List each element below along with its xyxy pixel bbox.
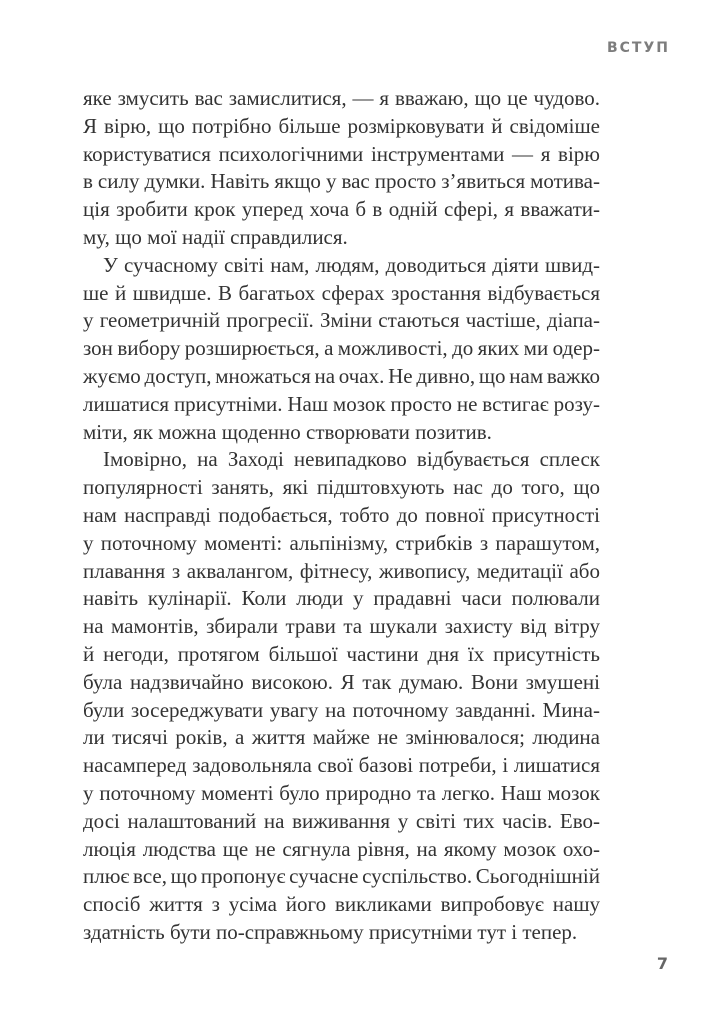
paragraph [83, 446, 600, 946]
text-line: нам насправді подобається, тобто до повної присутності [83, 502, 600, 527]
text-line: популярності занять, які підштовхують нас до того, що [83, 475, 600, 500]
text-line: лишатися присутніми. Наш мозок просто не встигає розу- [83, 391, 600, 416]
text-line: користуватися психологічними інструментами — я вірю [83, 141, 600, 166]
paragraph [83, 85, 600, 252]
text-line: Імовірно, на Заході невипадково відбувається сплеск [103, 447, 600, 472]
paragraph [83, 252, 600, 447]
text-line: плює все, що пропонує сучасне суспільство. Сьогоднішній [83, 864, 600, 889]
text-line: ція зробити крок уперед хоча б в одній сфері, я вважати- [83, 197, 600, 222]
text-line: в силу думки. Навіть якщо у вас просто з’явиться мотива- [83, 169, 600, 194]
text-line: ли тисячі років, а життя майже не змінювалося; людина [83, 725, 600, 750]
text-line: були зосереджувати увагу на поточному завданні. Мина- [83, 697, 600, 722]
body-text [83, 85, 600, 947]
text-line: люція людства ще не сягнула рівня, на якому мозок охо- [83, 836, 600, 861]
text-line: у геометричній прогресії. Зміни стаються частіше, діапа- [83, 308, 600, 333]
text-line: Я вірю, що потрібно більше розмірковувати й свідоміше [83, 113, 600, 138]
text-line: на мамонтів, збирали трави та шукали захисту від вітру [83, 614, 600, 639]
text-line: й негоди, протягом більшої частини дня їх присутність [83, 641, 600, 666]
text-line: му, що мої надії справдилися. [83, 224, 348, 249]
text-line: міти, як можна щоденно створювати позитив. [83, 419, 492, 444]
text-line: насамперед задовольняла свої базові потреби, і лишатися [83, 753, 600, 778]
text-line: яке змусить вас замислитися, — я вважаю, що це чудово. [83, 86, 600, 110]
page-number: 7 [656, 954, 668, 973]
text-line: була надзвичайно високою. Я так думаю. Вони змушені [83, 669, 600, 694]
text-line: навіть кулінарії. Коли люди у прадавні часи полювали [83, 586, 600, 611]
text-line: зон вибору розширюється, а можливості, до яких ми одер- [83, 336, 600, 361]
text-line: досі налаштований на виживання у світі тих часів. Ево- [83, 808, 600, 833]
text-line: у поточному моменті: альпінізму, стрибків з парашутом, [83, 530, 600, 555]
text-line: спосіб життя з усіма його викликами випробовує нашу [83, 892, 600, 917]
text-line: жуємо доступ, множаться на очах. Не дивно, що нам важко [83, 363, 600, 388]
text-line: ше й швидше. В багатьох сферах зростання відбувається [83, 280, 600, 305]
text-line: плавання з аквалангом, фітнесу, живопису, медитації або [83, 558, 600, 583]
text-line: у поточному моменті було природно та легко. Наш мозок [83, 780, 600, 805]
text-line: У сучасному світі нам, людям, доводиться діяти швид- [103, 252, 600, 277]
text-line: здатність бути по-справжньому присутніми тут і тепер. [83, 919, 578, 944]
chapter-running-head: ВСТУП [606, 40, 670, 56]
